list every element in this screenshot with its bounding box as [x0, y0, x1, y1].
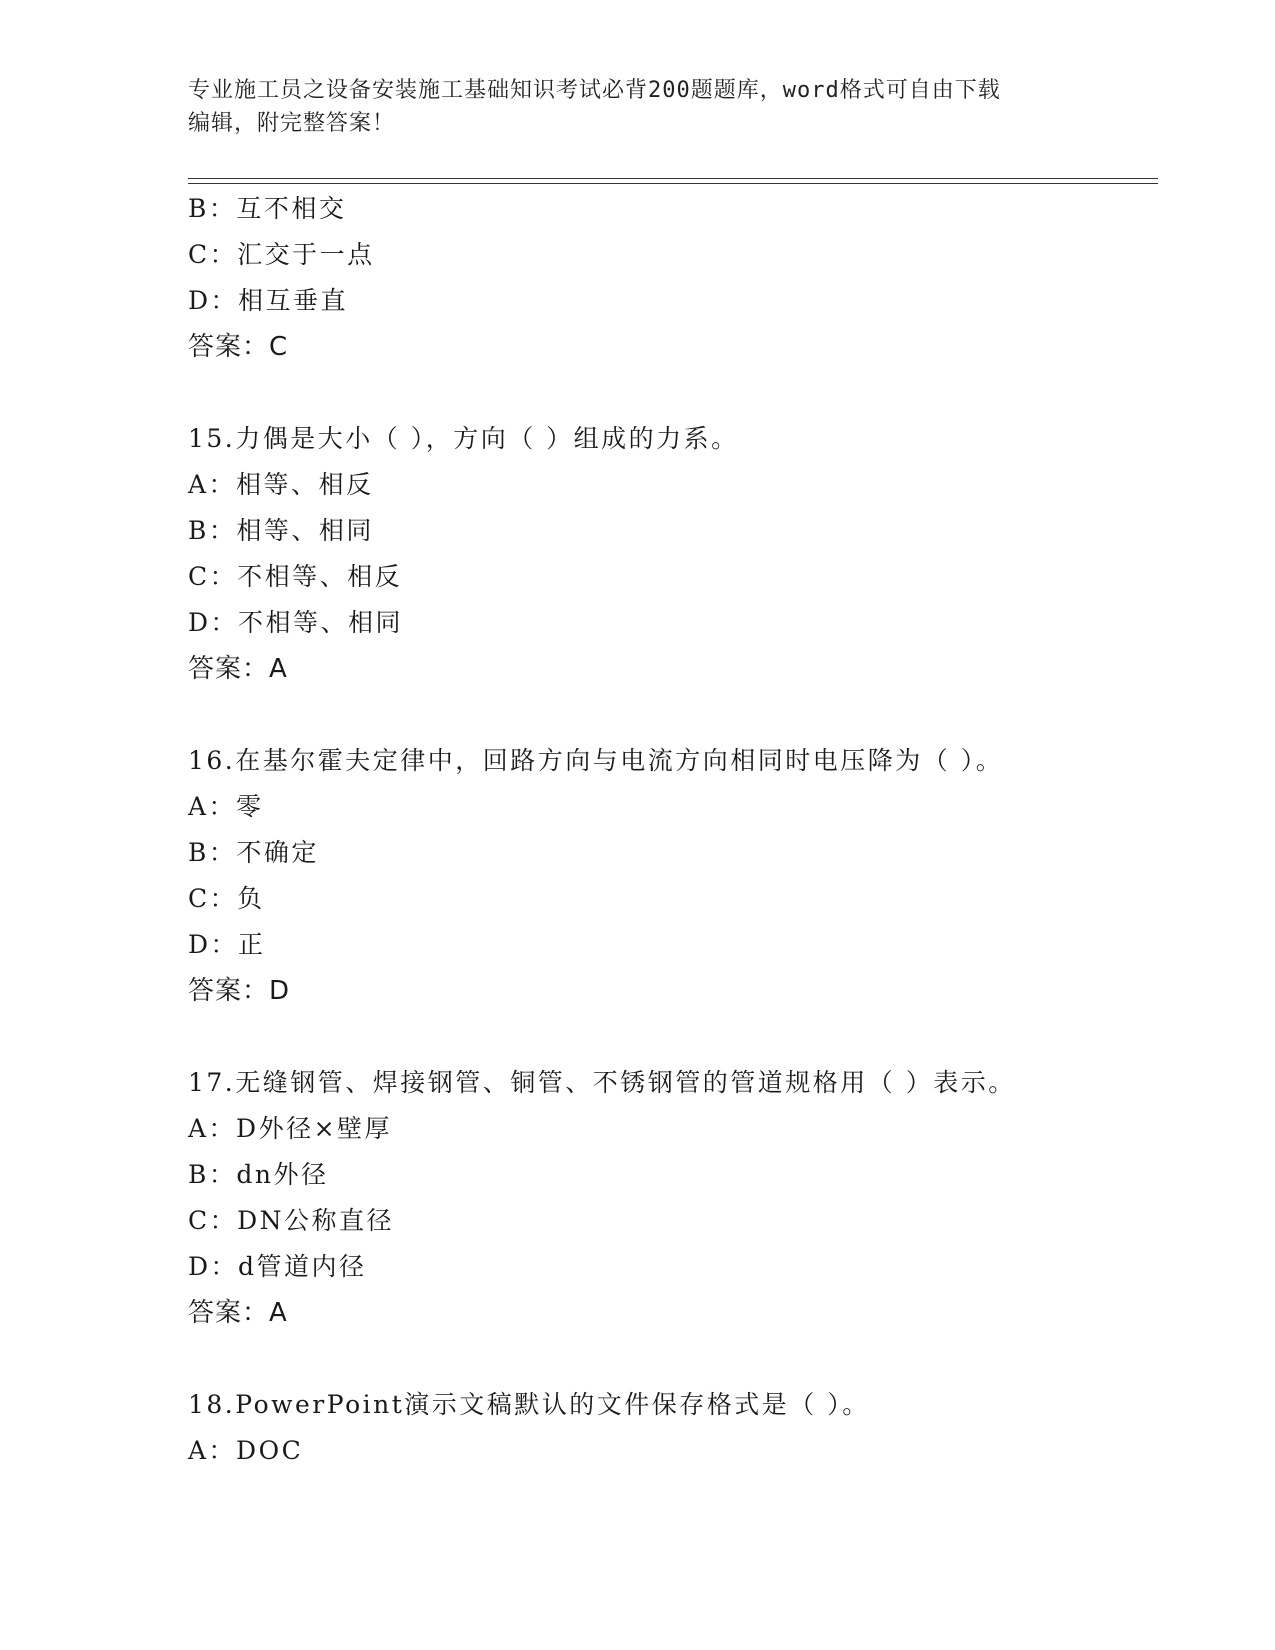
option-a: A：零: [188, 792, 264, 821]
question-text: 18.PowerPoint演示文稿默认的文件保存格式是（ ）。: [188, 1390, 870, 1419]
question-text: 16.在基尔霍夫定律中，回路方向与电流方向相同时电压降为（ ）。: [188, 746, 1004, 775]
header-divider-bottom: [188, 183, 1158, 184]
question-block-18: [188, 1382, 1158, 1474]
question-list: [188, 186, 1158, 1474]
question-text: 17.无缝钢管、焊接钢管、铜管、不锈钢管的管道规格用（ ）表示。: [188, 1068, 1016, 1097]
option-d: D：d管道内径: [188, 1252, 367, 1281]
question-block-15: [188, 416, 1158, 692]
option-c: C：负: [188, 884, 265, 913]
option-a: A：DOC: [188, 1436, 304, 1465]
option-b: B：dn外径: [188, 1160, 329, 1189]
option-b: B：互不相交: [188, 194, 347, 223]
answer-line: 答案：C: [188, 332, 289, 362]
option-c: C：DN公称直径: [188, 1206, 395, 1235]
header-line-2: 编辑，附完整答案！: [188, 111, 396, 136]
option-b: B：相等、相同: [188, 516, 374, 545]
question-text: 15.力偶是大小（ ），方向（ ）组成的力系。: [188, 424, 739, 453]
document-header: [188, 74, 1068, 140]
option-c: C：汇交于一点: [188, 240, 375, 269]
header-line-1: 专业施工员之设备安装施工基础知识考试必背200题题库，word格式可自由下载: [188, 78, 1001, 103]
question-block-17: [188, 1060, 1158, 1336]
answer-line: 答案：A: [188, 654, 288, 684]
option-d: D：正: [188, 930, 266, 959]
answer-line: 答案：D: [188, 976, 291, 1006]
answer-line: 答案：A: [188, 1298, 288, 1328]
option-a: A：D外径×壁厚: [188, 1114, 393, 1143]
option-b: B：不确定: [188, 838, 319, 867]
option-c: C：不相等、相反: [188, 562, 403, 591]
option-a: A：相等、相反: [188, 470, 374, 499]
option-d: D：不相等、相同: [188, 608, 404, 637]
option-d: D：相互垂直: [188, 286, 349, 315]
header-divider-top: [188, 178, 1158, 179]
question-block-16: [188, 738, 1158, 1014]
question-block-partial: [188, 186, 1158, 370]
document-page: [188, 0, 1158, 1650]
